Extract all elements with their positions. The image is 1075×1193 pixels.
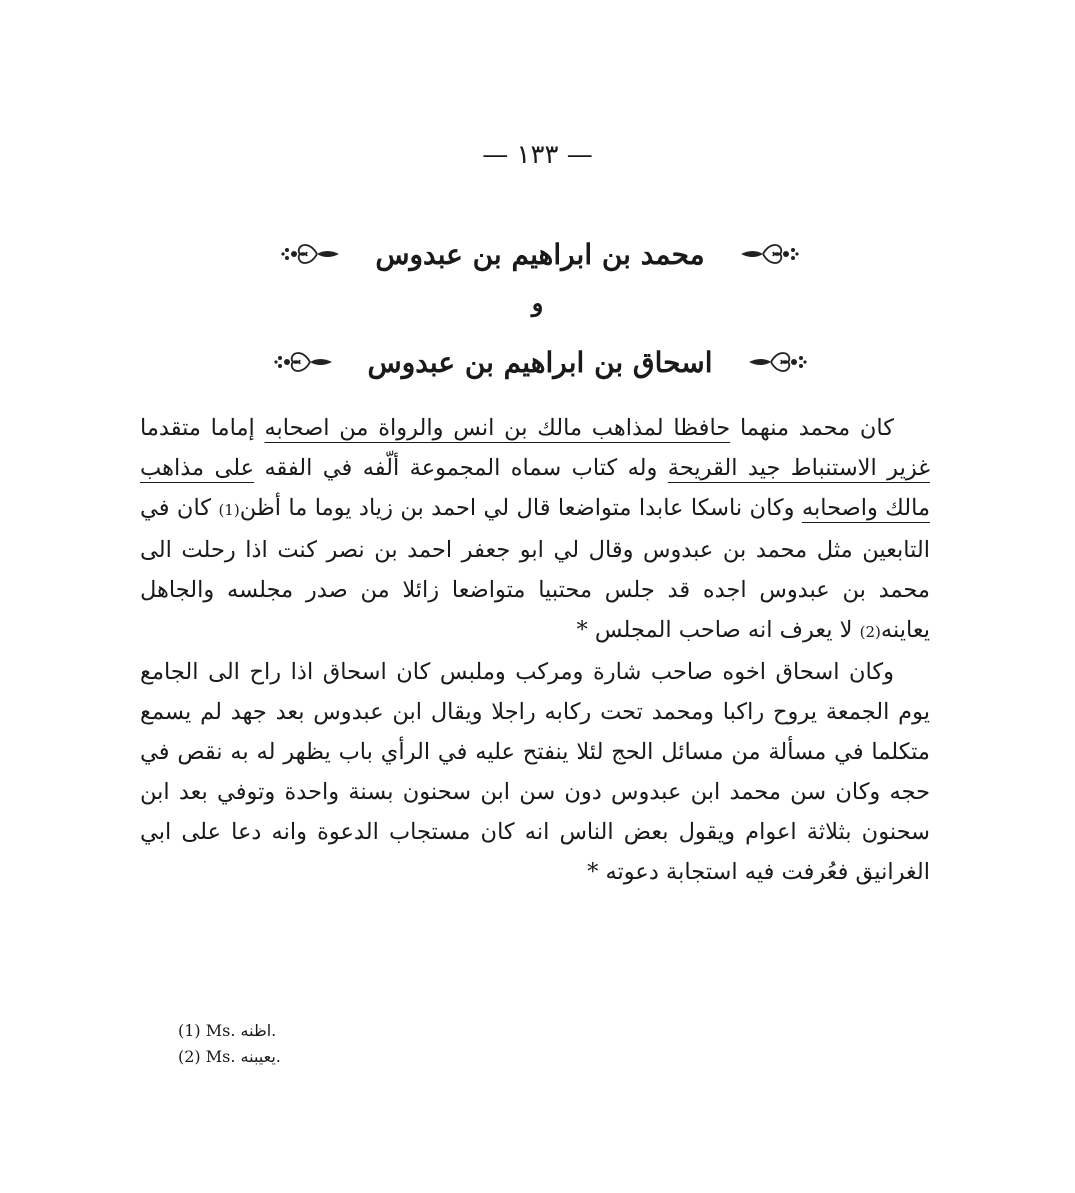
underlined-text: غزير الاستنباط جيد القريحة xyxy=(667,455,931,481)
footnote-reading: اظنه xyxy=(240,1021,272,1040)
title-first-row xyxy=(260,232,820,276)
text-run: كان محمد منهما xyxy=(730,415,894,441)
biography-text xyxy=(140,408,930,892)
ornament-right-icon xyxy=(747,347,807,377)
ornament-right-icon xyxy=(739,239,799,269)
underlined-text: على مذاهب مالك واصحابه xyxy=(140,455,931,521)
paragraph-first xyxy=(140,408,930,652)
underlined-text: حافظا لمذاهب مالك بن انس والرواة من اصحابه xyxy=(264,415,731,441)
title-second: اسحاق بن ابراهيم بن عبدوس xyxy=(367,345,713,379)
title-first: محمد بن ابراهيم بن عبدوس xyxy=(375,237,705,271)
ornament-left-icon xyxy=(281,239,341,269)
text-run: لا يعرف انه صاحب المجلس * xyxy=(576,617,860,643)
page-number: — ١٣٣ — xyxy=(482,140,593,170)
ornament-left-icon xyxy=(274,347,334,377)
footnote-ref-1: (1) xyxy=(218,501,240,519)
footnote-marker: (1) xyxy=(178,1021,201,1040)
footnote-reading: يعيبنه xyxy=(240,1047,276,1066)
footnote-ms: Ms. xyxy=(205,1047,236,1066)
footnote-end: . xyxy=(275,1047,281,1066)
text-run: كان في التابعين مثل محمد بن عبدوس وقال لي ابو جعفر احمد بن نصر كنت اذا رحلت الى محمد بن عبدوس اجده قد جلس محتبيا متواضعا زائلا من صدر مجلسه والجاهل يعاينه xyxy=(140,495,930,643)
paragraph-second: وكان اسحاق اخوه صاحب شارة ومركب وملبس كان اسحاق اذا راح الى الجامع يوم الجمعة يروح راكبا ومحمد تحت ركابه راجلا ويقال ابن عبدوس بعد جهد لم يسمع متكلما في مسألة من مسائل الحج لئلا ينفتح عليه في الرأي باب يظهر له به نقص في حجه وكان سن محمد ابن عبدوس دون سن ابن سحنون بسنة واحدة وتوفي بعد ابن سحنون بثلاثة اعوام ويقول بعض الناس انه كان مستجاب الدعوة وانه دعا على ابي الغرانيق فعُرفت فيه استجابة دعوته * xyxy=(140,659,930,885)
text-run: وكان ناسكا عابدا متواضعا قال لي احمد بن زياد يوما ما أظن xyxy=(239,495,802,521)
footnote-2 xyxy=(178,1044,578,1070)
footnote-ref-2: (2) xyxy=(859,623,881,641)
footnote-ms: Ms. xyxy=(205,1021,236,1040)
footnotes xyxy=(178,1018,578,1070)
footnote-marker: (2) xyxy=(178,1047,201,1066)
footnote-end: . xyxy=(271,1021,277,1040)
text-run: وله كتاب سماه المجموعة ألّفه في الفقه xyxy=(254,455,668,481)
title-second-row xyxy=(260,340,820,384)
title-conjunction: و xyxy=(531,288,544,317)
text-run: إماما متقدما xyxy=(140,415,265,441)
footnote-1 xyxy=(178,1018,578,1044)
